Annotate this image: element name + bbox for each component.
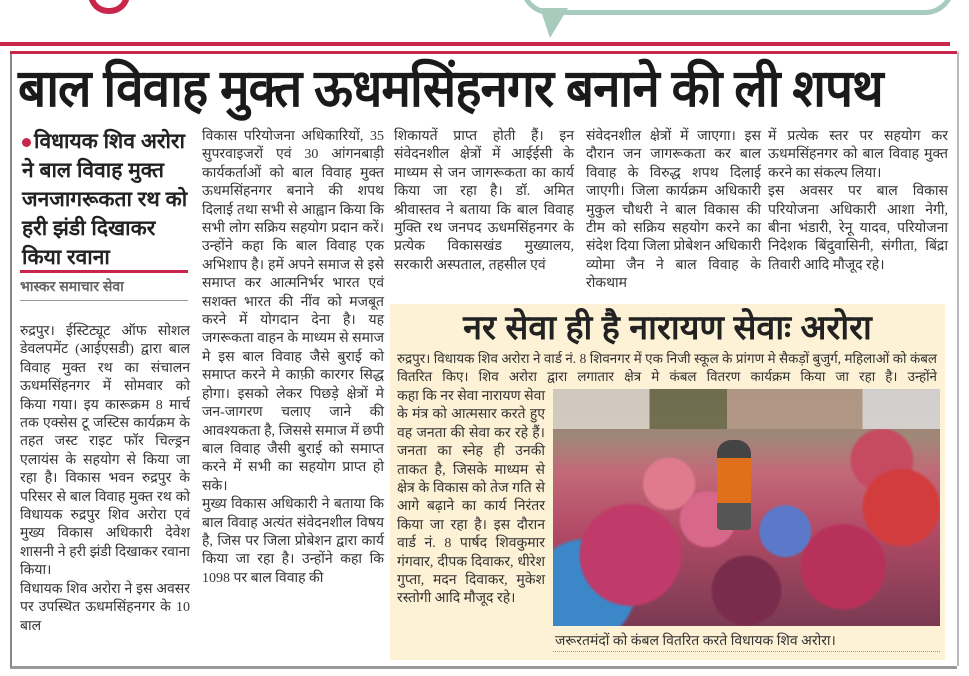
article-column-3 <box>394 128 574 275</box>
paragraph: मुख्य विकास अधिकारी ने बताया कि बाल विवाह अत्यंत संवेदनशील विषय है, जिस पर जिला प्रोबेशन द्वारा कार्य किया जा रहा है। उन्होंने कहा कि 1098 पर बाल विवाह की <box>202 497 384 586</box>
photo-caption: जरूरतमंदों को कंबल वितरित करते विधायक शिव अरोरा। <box>555 634 836 649</box>
kicker-text: विधायक शिव अरोरा ने बाल विवाह मुक्त जनजागरूकता रथ को हरी झंडी दिखाकर किया रवाना <box>22 130 188 269</box>
paragraph: विकास परियोजना अधिकारियों, 35 सुपरवाइजरों एवं 30 आंगनबाड़ी कार्यकर्ताओं को बाल विवाह मुक्त ऊधमसिंहनगर बनाने की शपथ दिलाई तथा सभी से आह्वान किया कि सभी लोग सक्रिय सहयोग प्रदान करें। उन्होंने कहा कि बाल विवाह एक अभिशाप है। हमें अपने समाज से इसे समाप्त कर आत्मनिर्भर भारत एवं सशक्त भारत की नींव को मजबूत करने में योगदान देना है। यह जगरूकता वाहन के माध्यम से समाज मे इस बाल विवाह जैसे बुराई को समाप्त करने मे काफ़ी कारगर सिद्ध होगा। इसको लेकर पिछड़े क्षेत्रों मे जन-जागरण चलाए जाने की आवश्यकता है, जिससे समाज में छपी बाल विवाह जैसी बुराई को समाप्त करने में सभी का सहयोग प्राप्त हो सके। <box>202 129 384 494</box>
article-kicker <box>22 127 194 272</box>
byline: भास्कर समाचार सेवा <box>20 278 124 294</box>
article-column-2 <box>202 128 384 588</box>
article-column-5 <box>768 128 948 275</box>
caption-rule <box>553 651 940 652</box>
masthead-logo-fragment <box>88 0 130 14</box>
sidebar-story-title: नर सेवा ही है नारायण सेवाः अरोरा <box>463 309 872 347</box>
sidebar-story-lead: रुद्रपुर। विधायक शिव अरोरा ने वार्ड नं. 8 शिवनगर में एक निजी स्कूल के प्रांगण मे सैकड़ों बुजुर्ग, महिलाओं को कंबल वितरित किए। शिव अरोरा द्वारा लगातार क्षेत्र मे कंबल वितरण कार्यक्रम किया जा रहा है। उन्होंने <box>397 351 937 384</box>
paragraph: विधायक शिव अरोरा ने इस अवसर पर उपस्थित ऊधमसिंहनगर के 10 बाल <box>20 581 190 634</box>
bullet-icon <box>22 138 31 147</box>
page-edge-rule <box>957 52 959 666</box>
article-column-4 <box>586 128 761 294</box>
paragraph: में प्रत्येक स्तर पर सहयोग कर ऊधमसिंहनगर को बाल विवाह मुक्त करने का संकल्प लिया। <box>768 129 948 181</box>
paragraph: इस अवसर पर बाल विकास परियोजना अधिकारी आशा नेगी, बीना भंडारी, रेनू यादव, परियोजना निदेशक बिंदुवासिनी, संगीता, बिंद्रा तिवारी आदि मौजूद रहे। <box>768 184 948 273</box>
photo-background-buildings <box>553 389 940 429</box>
photo-legislator-figure <box>717 440 751 530</box>
paragraph: शिकायतें प्राप्त होती हैं। इन संवेदनशील क्षेत्रों में आईईसी के माध्यम से जन जागरूकता का कार्य किया जा रहा है। डॉ. अमित श्रीवास्तव ने बताया कि बाल विवाह मुक्ति रथ जनपद ऊधमसिंहनगर के प्रत्येक विकासखंड मुख्यालय, सरकारी अस्पताल, तहसील एवं <box>394 129 574 273</box>
article-column-1 <box>20 323 190 636</box>
speech-bubble-graphic <box>520 0 955 15</box>
paragraph: संवेदनशील क्षेत्रों में जाएगा। इस दौरान जन जागरूकता कर बाल विवाह के विरुद्ध शपथ दिलाई जाएगी। जिला कार्यक्रम अधिकारी मुकुल चौधरी ने बाल विकास की टीम को सक्रिय सहयोग करने का संदेश दिया जिला प्रोबेशन अधिकारी व्योमा जैन ने बाल विवाह के रोकथाम <box>586 129 761 292</box>
article-headline: बाल विवाह मुक्त ऊधमसिंहनगर बनाने की ली शपथ <box>18 60 883 118</box>
byline-rule <box>20 300 188 301</box>
sidebar-story-body: कहा कि नर सेवा नारायण सेवा के मंत्र को आत्मसार करते हुए वह जनता की सेवा कर रहे हैं। जनता का स्नेह ही उनकी ताकत है, जिसके माध्यम से क्षेत्र के विकास को तेज गति से आगे बढ़ाने का कार्य निरंतर किया जा रहा है। इस दौरान वार्ड नं. 8 पार्षद शिवकुमार गंगवार, दीपक दिवाकर, धीरेश गुप्ता, मदन दिवाकर, मुकेश रस्तोगी आदि मौजूद रहे। <box>397 389 545 607</box>
paragraph: रुद्रपुर। ईस्टिट्यूट ऑफ सोशल डेवलपमेंट (आईएसडी) द्वारा बाल विवाह मुक्त रथ का संचालन ऊधमसिंहनगर में सोमवार को किया गया। इय कारूक्रम 8 मार्च तक एक्सेस टू जस्टिस कार्यक्रम के तहत जस्ट राइट फॉर चिल्ड्रन एलायंस के सहयोग से किया जा रहा है। विकास भवन रुद्रपुर के परिसर से बाल विवाह मुक्त रथ को विधायक रुद्रपुर शिव अरोरा एवं मुख्य विकास अधिकारी देवेश शासनी ने हरी झंडी दिखाकर रवाना किया। <box>20 324 190 579</box>
speech-bubble-tail <box>540 8 568 38</box>
article-top-rule <box>10 51 957 54</box>
kicker-rule <box>20 270 188 273</box>
section-divider <box>0 42 950 46</box>
